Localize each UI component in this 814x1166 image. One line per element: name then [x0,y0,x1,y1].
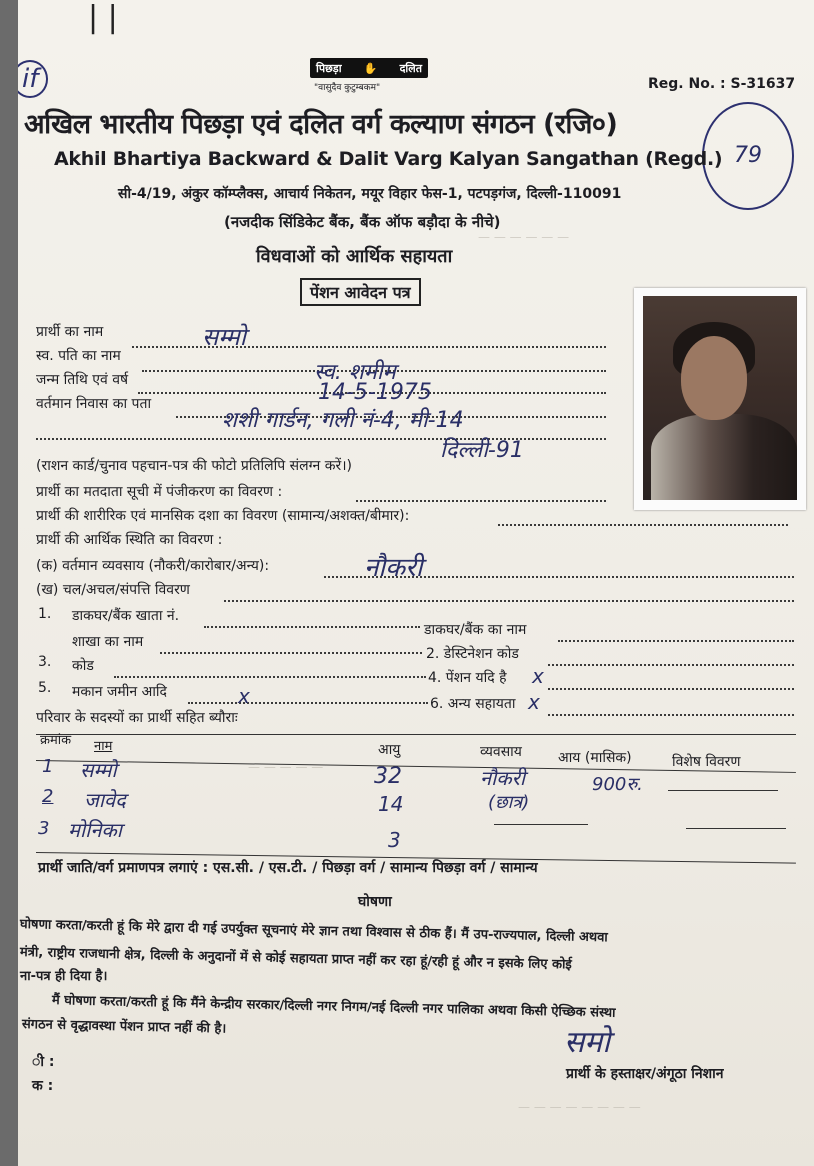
circled-number: 79 [702,102,794,210]
org-landmark: (नजदीक सिंडिकेट बैंक, बैंक ऑफ बड़ौदा के नीचे) [224,213,501,231]
application-form-page: | | if पिछड़ा ✋ दलित "वासुदैव कुटुम्बकम" Reg. No. : S-31637 79 अखिल भारतीय पिछड़ा एवं दलित वर्ग कल्याण संगठन (रजि०) Akhil Bhartiya Backward & Dalit Varg Kalyan Sangathan (Regd.) सी-4/19, अंकुर कॉम्प्लैक्स, आचार्य निकेतन, मयूर विहार फेस-1, पटपड़गंज, दिल्ली-110091 (नजदीक सिंडिकेट बैंक, बैंक ऑफ बड़ौदा के नीचे) विधवाओं को आर्थिक सहायता पेंशन आवेदन पत्र प्रार्थी का नाम सम्मो स्व. पति का नाम स्व. शमीम जन्म तिथि एवं वर्ष 14-5-1975 वर्तमान निवास का पता शशी गार्डन, गली नं-4, मी-14 दिल्ली-91 (राशन कार्ड/चुनाव पहचान-पत्र की फोटो प्रतिलिपि संलग्न करें।) प्रार्थी का मतदाता सूची में पंजीकरण का विवरण : प्रार्थी की शारीरिक एवं मानसिक दशा का विवरण (सामान्य/अशक्त/बीमार): प्रार्थी की आर्थिक स्थिति का विवरण : (क) वर्तमान व्यवसाय (नौकरी/कारोबार/अन्य): नौकरी (ख) चल/अचल/संपत्ति विवरण 1. डाकघर/बैंक खाता नं. डाकघर/बैंक का नाम शाखा का नाम 2. डेस्टिनेशन कोड 3. कोड 4. पेंशन यदि है x 5. मकान जमीन आदि x 6. अन्य सहायता x परिवार के सदस्यों का प्रार्थी सहित ब्यौराः क्रमांक नाम आयु व्यवसाय आय (मासिक) विशेष विवरण 1 सम्मो 32 नौकरी 900रु. 2 जावेद 14 (छात्र) 3 मोनिका 3 प्रार्थी जाति/वर्ग प्रमाणपत्र लगाएं : एस.सी. / एस.टी. / पिछड़ा वर्ग / सामान्य पिछड़ा वर्ग / सामान्य घोषणा घोषणा करता/करती हूं कि मेरे द्वारा दी गई उपर्युक्त सूचनाएं मेरे ज्ञान तथा विश्वास से ठीक हैं। मैं उप-राज्यपाल, दिल्ली अथवा मंत्री, राष्ट्रीय राजधानी क्षेत्र, दिल्ली के अनुदानों में से कोई सहायता प्राप्त नहीं कर रहा हूं/रही हूं और न इसके लिए कोई ना-पत्र ही दिया है। मैं घोषणा करता/करती हूं कि मैंने केन्द्रीय सरकार/दिल्ली नगर निगम/नई दिल्ली नगर पालिका अथवा किसी ऐच्छिक संस्था संगठन से वृद्धावस्था पेंशन प्राप्त नहीं की है। समो प्रार्थी के हस्ताक्षर/अंगूठा निशान ी : क : — — — — — — — — — — — — — — — — — — — [18,0,814,1166]
motto: "वासुदैव कुटुम्बकम" [314,83,381,93]
declaration-line4: मैं घोषणा करता/करती हूं कि मैंने केन्द्रीय सरकार/दिल्ली नगर निगम/नई दिल्ली नगर पालिका अथवा किसी ऐच्छिक संस्था [51,993,616,1021]
left-label-1: ी : [32,1054,55,1070]
voter-label: प्रार्थी का मतदाता सूची में पंजीकरण का विवरण : [36,484,283,500]
declaration-line2: मंत्री, राष्ट्रीय राजधानी क्षेत्र, दिल्ली के अनुदानों में से कोई सहायता प्राप्त नहीं कर रहा हूं/रही हूं और न इसके लिए कोई [19,945,572,973]
other-aid-label: 6. अन्य सहायता [430,696,516,712]
land-value: x [238,684,250,708]
logo-left-text: पिछड़ा [316,61,342,75]
name-label: प्रार्थी का नाम [36,324,104,340]
org-name-hindi: अखिल भारतीय पिछड़ा एवं दलित वर्ग कल्याण संगठन (रजि०) [24,109,618,140]
applicant-signature: समो [564,1025,610,1060]
property-label: (ख) चल/अचल/संपत्ति विवरण [36,582,190,598]
handshake-icon: ✋ [363,61,378,75]
logo-right-text: दलित [399,61,422,75]
caste-line: प्रार्थी जाति/वर्ग प्रमाणपत्र लगाएं : एस.सी. / एस.टी. / पिछड़ा वर्ग / सामान्य पिछड़ा वर्ग / सामान्य [38,860,538,876]
code-number: 3. [38,654,52,670]
col-occupation: व्यवसाय [480,744,522,760]
address-value-line1: शशी गार्डन, गली नं-4, मी-14 [222,408,464,433]
occupation-value: नौकरी [364,553,423,583]
col-serial: क्रमांक [40,733,72,748]
land-label: मकान जमीन आदि [72,684,167,700]
bank-account-label: डाकघर/बैंक खाता नं. [72,608,180,624]
husband-label: स्व. पति का नाम [36,348,121,364]
land-number: 5. [38,680,52,696]
name-value: सम्मो [202,323,246,351]
pension-label: 4. पेंशन यदि है [428,670,507,686]
ration-note: (राशन कार्ड/चुनाव पहचान-पत्र की फोटो प्रतिलिपि संलग्न करें।) [36,458,352,474]
declaration-line5: संगठन से वृद्धावस्था पेंशन प्राप्त नहीं की है। [21,1017,227,1037]
col-name: नाम [94,739,113,754]
destination-code-label: 2. डेस्टिनेशन कोड [426,646,519,662]
bank-name-label: डाकघर/बैंक का नाम [424,622,527,638]
branch-label: शाखा का नाम [72,634,144,650]
dob-label: जन्म तिथि एवं वर्ष [36,372,129,388]
registration-number: Reg. No. : S-31637 [648,76,796,92]
declaration-heading: घोषणा [358,894,392,910]
address-value-line2: दिल्ली-91 [440,438,524,463]
org-address: सी-4/19, अंकुर कॉम्प्लैक्स, आचार्य निकेतन, मयूर विहार फेस-1, पटपड़गंज, दिल्ली-110091 [118,186,622,202]
form-title: पेंशन आवेदन पत्र [300,278,421,306]
scheme-title: विधवाओं को आर्थिक सहायता [256,246,453,267]
declaration-line3: ना-पत्र ही दिया है। [20,969,108,984]
bank-number: 1. [38,606,52,622]
bleed-through-text: — — — — — — — — [518,1100,641,1114]
condition-label: प्रार्थी की शारीरिक एवं मानसिक दशा का विवरण (सामान्य/अशक्त/बीमार): [36,508,410,524]
pension-value: x [532,664,544,688]
code-label: कोड [72,658,94,674]
applicant-photo [634,288,806,510]
other-aid-value: x [528,690,540,714]
col-income: आय (मासिक) [558,750,632,766]
pen-marks: | | [88,0,118,35]
dob-value: 14-5-1975 [318,380,432,405]
org-logo [310,58,428,78]
col-age: आयु [378,742,401,758]
occupation-label: (क) वर्तमान व्यवसाय (नौकरी/कारोबार/अन्य): [36,558,270,574]
declaration-line1: घोषणा करता/करती हूं कि मेरे द्वारा दी गई उपर्युक्त सूचनाएं मेरे ज्ञान तथा विश्वास से ठीक हैं। मैं उप-राज्यपाल, दिल्ली अथवा [19,917,608,946]
col-remarks: विशेष विवरण [672,754,741,770]
husband-value: स्व. शमीम [314,360,396,385]
economic-label: प्रार्थी की आर्थिक स्थिति का विवरण : [36,532,223,548]
bleed-through-text: — — — — — [248,760,324,774]
bleed-through-text: — — — — — — [478,230,570,244]
family-heading: परिवार के सदस्यों का प्रार्थी सहित ब्यौराः [36,710,238,726]
address-label: वर्तमान निवास का पता [36,396,152,412]
signature-label: प्रार्थी के हस्ताक्षर/अंगूठा निशान [566,1066,724,1082]
margin-number: if [18,60,48,98]
left-label-2: क : [32,1078,54,1094]
org-name-english: Akhil Bhartiya Backward & Dalit Varg Kalyan Sangathan (Regd.) [54,148,723,170]
